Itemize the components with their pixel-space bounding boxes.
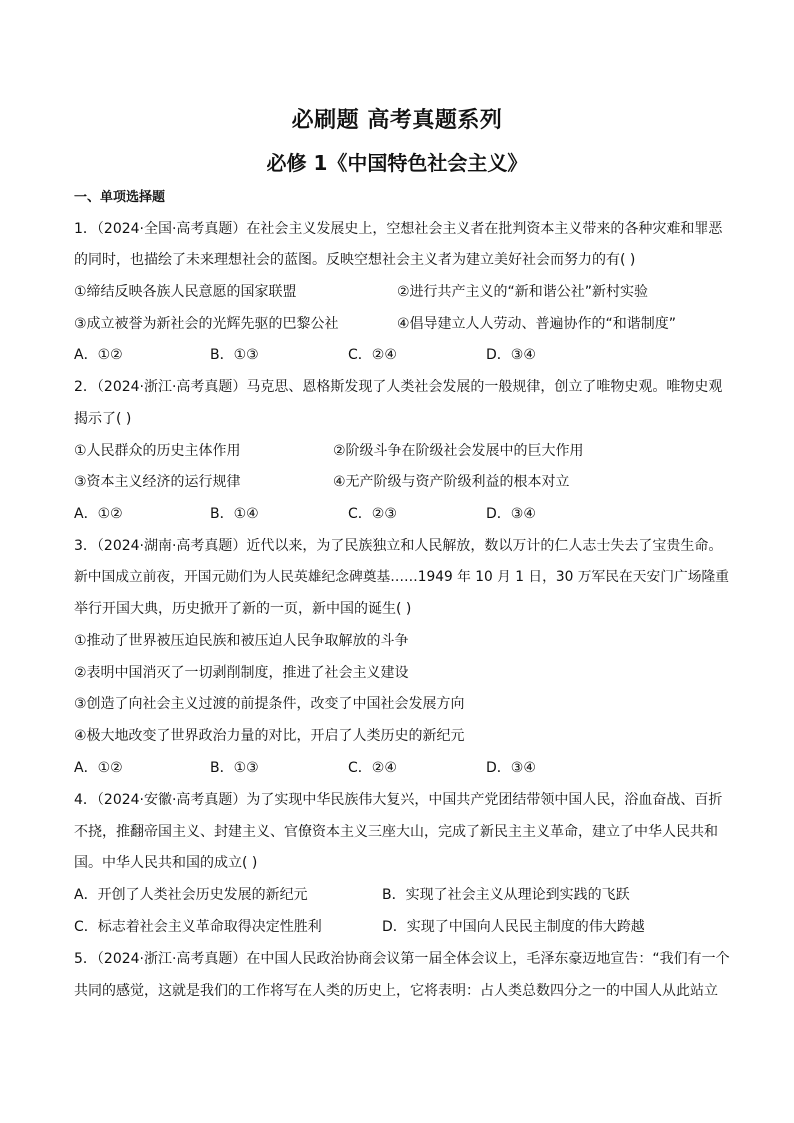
q2-statement-1: ①人民群众的历史主体作用 [74,443,241,459]
q2-stem-line1: 2．（2024·浙江·高考真题）马克思、恩格斯发现了人类社会发展的一般规律，创立了唯物史观。唯物史观 [74,379,723,395]
q4-option-c: C．标志着社会主义革命取得决定性胜利 [74,919,322,935]
q3-stem-line1: 3．（2024·湖南·高考真题）近代以来，为了民族独立和人民解放，数以万计的仁人志士失去了宝贵生命。 [74,538,723,554]
q5-stem-line2: 共同的感觉，这就是我们的工作将写在人类的历史上，它将表明：占人类总数四分之一的中国人从此站立 [74,983,718,999]
q2-option-d: D．③④ [486,506,536,522]
q1-statement-2: ②进行共产主义的“新和谐公社”新村实验 [397,284,649,300]
q4-option-b: B．实现了社会主义从理论到实践的飞跃 [382,887,630,903]
q2-option-c: C．②③ [348,506,397,522]
q5-stem-line1: 5．（2024·浙江·高考真题）在中国人民政治协商会议第一届全体会议上，毛泽东豪迈地宣告：“我们有一个 [74,951,730,967]
q2-option-b: B．①④ [210,506,259,522]
q1-option-d: D．③④ [486,347,536,363]
q4-stem-line3: 国。中华人民共和国的成立( ) [74,855,258,871]
q3-option-d: D．③④ [486,760,536,776]
q3-option-c: C．②④ [348,760,397,776]
q3-option-a: A．①② [74,760,123,776]
q2-statement-2: ②阶级斗争在阶级社会发展中的巨大作用 [333,443,584,459]
q4-stem-line2: 不挠，推翻帝国主义、封建主义、官僚资本主义三座大山，完成了新民主主义革命，建立了中华人民共和 [74,824,718,840]
q1-option-c: C．②④ [348,347,397,363]
q3-stem-line2: 新中国成立前夜，开国元勋们为人民英雄纪念碑奠基……1949 年 10 月 1 日，30 万军民在天安门广场隆重 [74,569,729,585]
q3-stem-line3: 举行开国大典，历史掀开了新的一页，新中国的诞生( ) [74,601,412,617]
page-subtitle: 必修 1《中国特色社会主义》 [266,151,528,175]
q3-statement-4: ④极大地改变了世界政治力量的对比，开启了人类历史的新纪元 [74,728,465,744]
q4-option-d: D．实现了中国向人民民主制度的伟大跨越 [382,919,645,935]
q1-statement-1: ①缔结反映各族人民意愿的国家联盟 [74,284,297,300]
q3-statement-1: ①推动了世界被压迫民族和被压迫人民争取解放的斗争 [74,633,409,649]
q2-option-a: A．①② [74,506,123,522]
q1-option-b: B．①③ [210,347,259,363]
q2-statement-3: ③资本主义经济的运行规律 [74,474,241,490]
q1-option-a: A．①② [74,347,123,363]
q4-stem-line1: 4．（2024·安徽·高考真题）为了实现中华民族伟大复兴，中国共产党团结带领中国人民，浴血奋战、百折 [74,792,723,808]
q1-stem-line1: 1．（2024·全国·高考真题）在社会主义发展史上，空想社会主义者在批判资本主义带来的各种灾难和罪恶 [74,221,723,237]
page-title: 必刷题 高考真题系列 [291,108,503,133]
q1-stem-line2: 的同时，也描绘了未来理想社会的蓝图。反映空想社会主义者为建立美好社会而努力的有( ) [74,252,636,268]
q3-statement-2: ②表明中国消灭了一切剥削制度，推进了社会主义建设 [74,665,409,681]
q4-option-a: A．开创了人类社会历史发展的新纪元 [74,887,308,903]
q3-option-b: B．①③ [210,760,259,776]
q3-statement-3: ③创造了向社会主义过渡的前提条件，改变了中国社会发展方向 [74,696,465,712]
q2-stem-line2: 揭示了( ) [74,411,132,427]
q2-statement-4: ④无产阶级与资产阶级利益的根本对立 [333,474,570,490]
q1-statement-4: ④倡导建立人人劳动、普遍协作的“和谐制度” [397,316,677,332]
section-heading: 一、单项选择题 [74,190,166,205]
q1-statement-3: ③成立被誉为新社会的光辉先驱的巴黎公社 [74,316,339,332]
